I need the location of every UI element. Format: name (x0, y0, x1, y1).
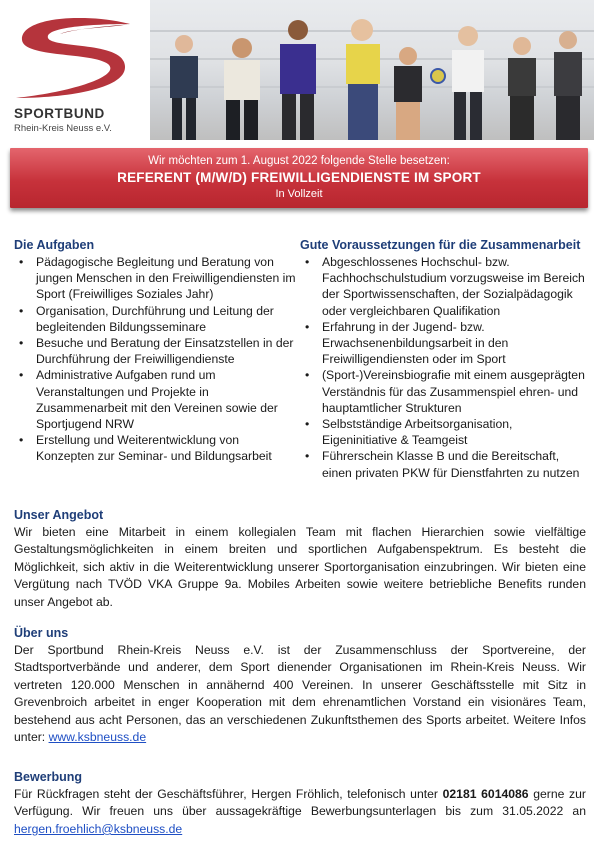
header (0, 0, 600, 142)
list-item: • Erfahrung in der Jugend- bzw. Erwachsenenbildungsarbeit in den Freiwilligendiensten oder im Sport (300, 319, 590, 368)
requirements-list (300, 254, 590, 481)
application-text (14, 786, 586, 838)
job-title-banner (10, 148, 588, 208)
list-item: • Erstellung und Weiterentwicklung von Konzepten zur Seminar- und Bildungsarbeit (14, 432, 296, 464)
tasks-heading: Die Aufgaben (14, 238, 95, 252)
about-heading: Über uns (14, 626, 69, 640)
requirements-section (300, 238, 590, 481)
offer-text: Wir bieten eine Mitarbeit in einem kollegialen Team mit flachen Hierarchien sowie vielfältige Gestaltungsmöglichkeiten in einem breiten und sportlichen Aufgabenspektrum. Es besteht die Möglichkeit, sich aktiv in die Weiterentwicklung unserer Sportorganisation einzubringen. Wir bieten eine Vergütung nach TVÖD VKA Gruppe 9a. Mobiles Arbeiten sowie weitere betriebliche Benefits runden unser Angebot ab. (14, 525, 586, 609)
list-item: • Organisation, Durchführung und Leitung der begleitenden Bildungsseminare (14, 303, 296, 335)
list-item: • Pädagogische Begleitung und Beratung von jungen Menschen in den Freiwilligendiensten im Sport (Freiwilliges Soziales Jahr) (14, 254, 296, 303)
employment-type: In Vollzeit (275, 188, 323, 200)
website-link[interactable]: www.ksbneuss.de (48, 730, 147, 745)
about-text (14, 642, 586, 746)
application-section (14, 770, 586, 838)
banner-intro: Wir möchten zum 1. August 2022 folgende Stelle besetzen: (148, 155, 450, 167)
application-body-2: gerne zur Verfügung. Wir freuen uns über aussagekräftige Bewerbungsunterlagen bis zum 31.05.2022 an (14, 787, 586, 819)
sportbund-logo (10, 8, 142, 138)
list-item: • Abgeschlossenes Hochschul- bzw. Fachhochschulstudium vorzugsweise im Bereich der Sportwissenschaften, der Sozialpädagogik oder vergleichbaren Qualifikation (300, 254, 590, 319)
about-body: Der Sportbund Rhein-Kreis Neuss e.V. ist der Zusammenschluss der Sportvereine, der Stadtsportverbände und anderer, dem Sport dienender Organisationen im Rhein-Kreis Neuss. Wir vertreten 120.000 Menschen in annähernd 400 Vereinen. In unserer Geschäftsstelle mit Sitz in Grevenbroich arbeitet in enger Kooperation mit dem ehrenamtlichen Vorstand ein visionäres Team, bestehend aus acht Personen, das an verschiedenen Zukunftsthemen des Sports arbeitet. Weitere Infos unter: (14, 643, 586, 745)
list-item: • Selbstständige Arbeitsorganisation, Eigeninitiative & Teamgeist (300, 416, 590, 448)
list-item: • (Sport-)Vereinsbiografie mit einem ausgeprägten Verständnis für das Zusammenspiel ehren- und hauptamtlicher Strukturen (300, 367, 590, 416)
tasks-section (14, 238, 296, 465)
application-body-1: Für Rückfragen steht der Geschäftsführer, Hergen Fröhlich, telefonisch unter (14, 787, 443, 801)
s-swoosh-icon (12, 18, 134, 100)
offer-heading: Unser Angebot (14, 508, 104, 522)
tasks-list (14, 254, 296, 465)
brand-name: SPORTBUND (14, 106, 105, 121)
email-link[interactable]: hergen.froehlich@ksbneuss.de (14, 821, 183, 836)
requirements-heading: Gute Voraussetzungen für die Zusammenarbeit (300, 238, 581, 252)
list-item: • Besuche und Beratung der Einsatzstellen in der Durchführung der Freiwilligendienste (14, 335, 296, 367)
application-heading: Bewerbung (14, 770, 83, 784)
phone-number: 02181 6014086 (442, 787, 529, 801)
list-item: • Führerschein Klasse B und die Bereitschaft, einen privaten PKW für Dienstfahrten zu nutzen (300, 448, 590, 480)
brand-subtitle: Rhein-Kreis Neuss e.V. (14, 123, 112, 134)
header-photo (150, 0, 594, 140)
about-section (14, 626, 586, 746)
offer-section (14, 508, 586, 611)
list-item: • Administrative Aufgaben rund um Veranstaltungen und Projekte in Zusammenarbeit mit den Vereinen sowie der Sportjugend NRW (14, 367, 296, 432)
job-title: REFERENT (M/W/D) FREIWILLIGENDIENSTE IM SPORT (117, 170, 481, 185)
